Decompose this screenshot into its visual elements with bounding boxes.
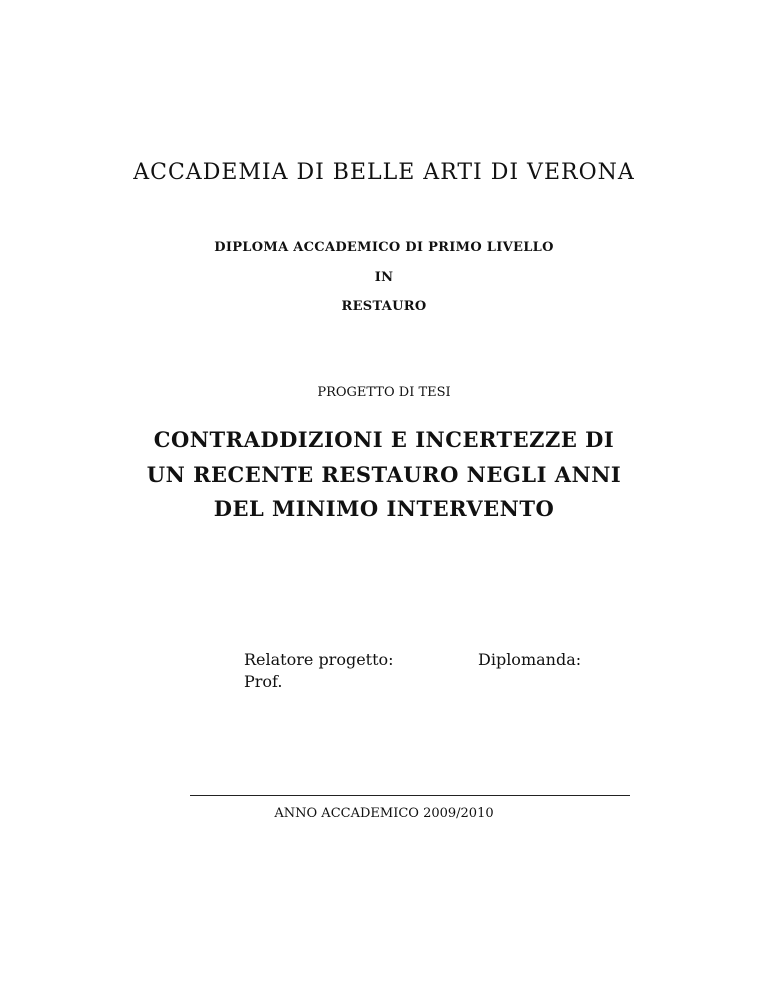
academic-year: ANNO ACCADEMICO 2009/2010 (274, 806, 494, 821)
institution-name: ACCADEMIA DI BELLE ARTI DI VERONA (133, 160, 635, 185)
graduate-label: Diplomanda: (478, 650, 582, 669)
supervisor-label: Relatore progetto: (244, 650, 394, 669)
degree-line-3: RESTAURO (341, 299, 427, 314)
project-label: PROGETTO DI TESI (317, 385, 451, 400)
thesis-title-line-3: DEL MINIMO INTERVENTO (213, 496, 555, 521)
thesis-title-line-1: CONTRADDIZIONI E INCERTEZZE DI (153, 427, 615, 452)
supervisor-name: Prof. (244, 672, 283, 691)
divider-rule (190, 795, 630, 796)
degree-line-1: DIPLOMA ACCADEMICO DI PRIMO LIVELLO (214, 240, 554, 255)
degree-line-2: IN (374, 270, 394, 285)
thesis-title-line-2: UN RECENTE RESTAURO NEGLI ANNI (146, 462, 622, 487)
